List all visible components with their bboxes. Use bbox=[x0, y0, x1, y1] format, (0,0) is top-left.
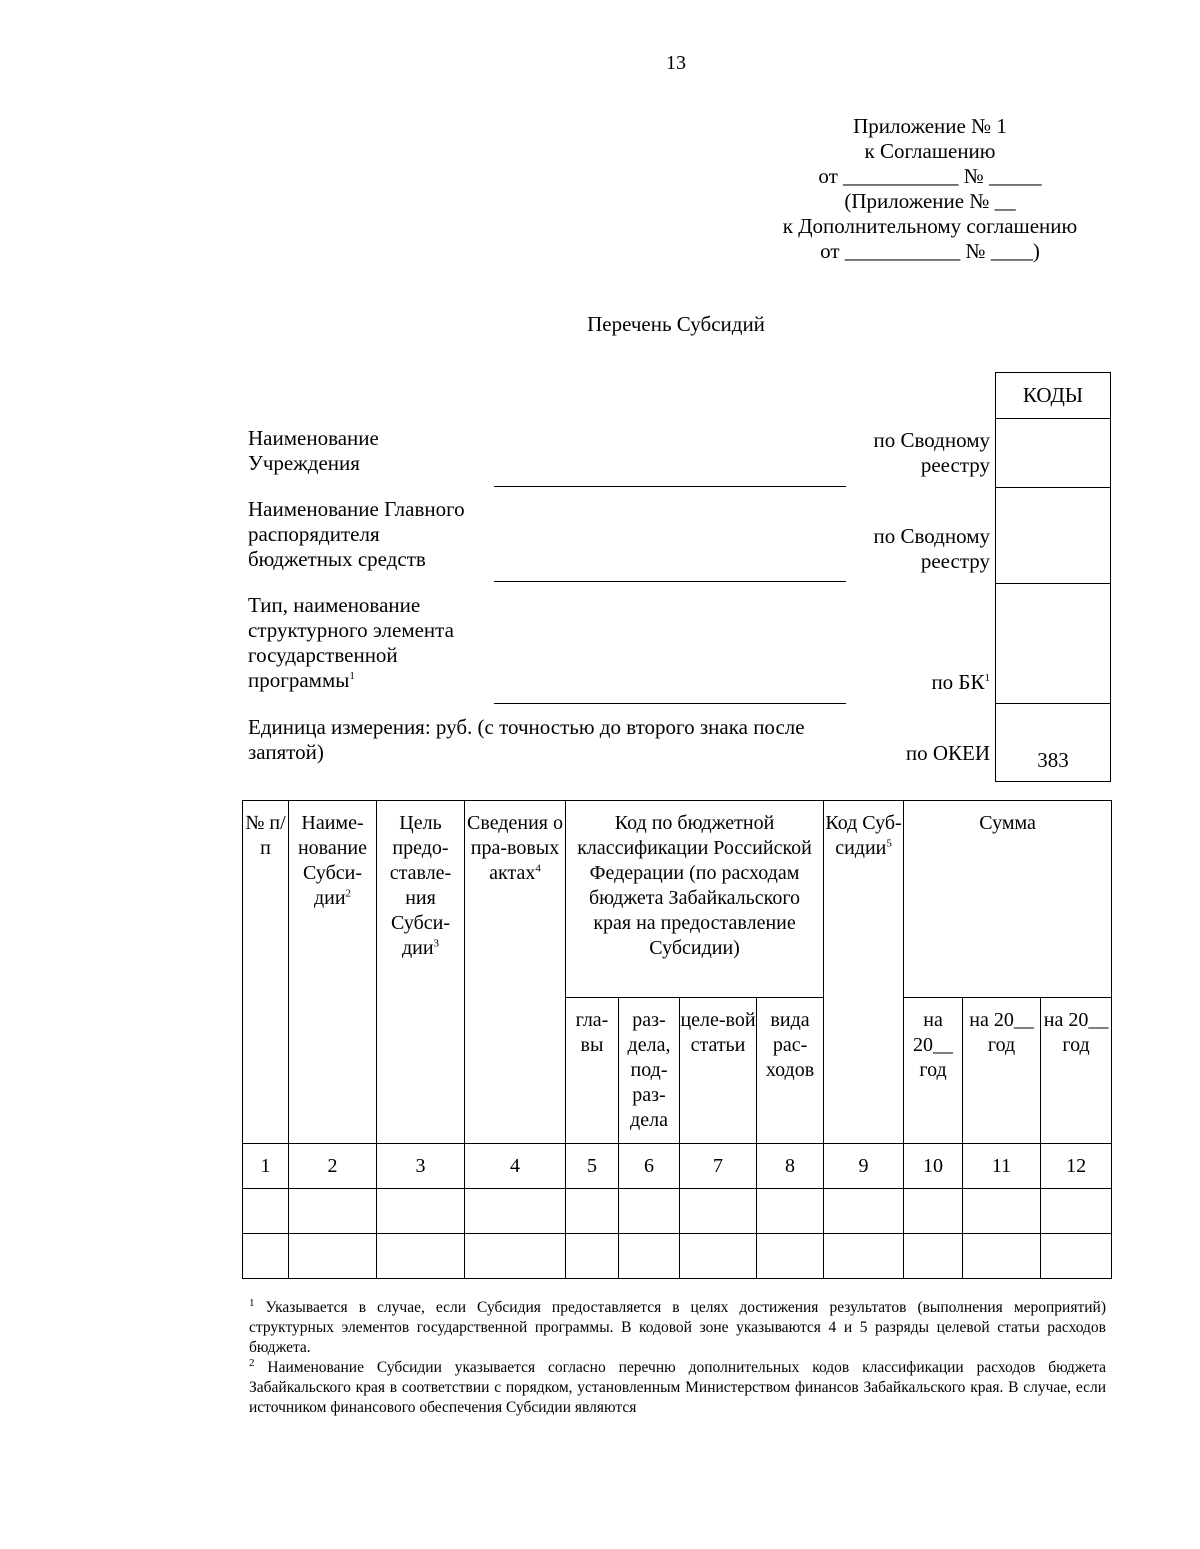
column-number: 10 bbox=[904, 1144, 963, 1189]
okei-label: по ОКЕИ bbox=[905, 741, 990, 765]
table-cell[interactable] bbox=[1041, 1189, 1112, 1234]
header-purpose-text: Цель предо-ставле-ния Субси-дии bbox=[389, 812, 452, 959]
table-cell[interactable] bbox=[566, 1234, 619, 1279]
footnote-ref: 1 bbox=[349, 670, 355, 682]
code-cell-okei: 383 bbox=[996, 704, 1111, 782]
footnote-text: Наименование Субсидии указывается согласно перечню дополнительных кодов классификации расходов бюджета Забайкальского края в соответствии с порядком, установленным Министерством финансов Забайкальского края. В случае, если источником финансового обеспечения Субсидии являются bbox=[249, 1359, 1107, 1416]
table-cell[interactable] bbox=[963, 1189, 1041, 1234]
structural-element-line bbox=[494, 703, 846, 704]
column-number: 3 bbox=[377, 1144, 465, 1189]
appendix-line: (Приложение № __ bbox=[844, 189, 1016, 213]
subheader-section: раз-дела, под-раз-дела bbox=[619, 998, 680, 1144]
subheader-year-3: на 20__ год bbox=[1041, 998, 1112, 1144]
institution-name-line bbox=[494, 486, 846, 487]
document-title: Перечень Субсидий bbox=[587, 312, 765, 336]
table-cell[interactable] bbox=[824, 1189, 904, 1234]
column-number: 2 bbox=[289, 1144, 377, 1189]
institution-code-label: по Сводному реестру bbox=[873, 428, 990, 477]
subheader-chapter: гла-вы bbox=[566, 998, 619, 1144]
table-cell[interactable] bbox=[619, 1189, 680, 1234]
bk-code-label bbox=[850, 670, 990, 695]
appendix-line: от ___________ № ____) bbox=[820, 239, 1040, 263]
appendix-line: от ___________ № _____ bbox=[818, 164, 1042, 188]
table-cell[interactable] bbox=[904, 1234, 963, 1279]
column-number: 6 bbox=[619, 1144, 680, 1189]
header-num: № п/п bbox=[243, 801, 289, 1144]
chief-manager-code-label: по Сводному реестру bbox=[873, 524, 990, 573]
subheader-expense-type: вида рас-ходов bbox=[757, 998, 824, 1144]
appendix-line: Приложение № 1 bbox=[853, 114, 1007, 138]
column-number: 7 bbox=[680, 1144, 757, 1189]
page-number: 13 bbox=[666, 52, 686, 74]
header-bk-code: Код по бюджетной классификации Российской Федерации (по расходам бюджета Забайкальского края на предоставление Субсидии) bbox=[566, 801, 824, 998]
table-cell[interactable] bbox=[243, 1234, 289, 1279]
table-cell[interactable] bbox=[1041, 1234, 1112, 1279]
table-cell[interactable] bbox=[904, 1189, 963, 1234]
appendix-header bbox=[760, 114, 1100, 264]
subsidies-table bbox=[242, 800, 1112, 1279]
footnote-ref: 2 bbox=[345, 887, 352, 900]
unit-of-measure: Единица измерения: руб. (с точностью до второго знака после запятой) bbox=[248, 715, 805, 764]
table-cell[interactable] bbox=[619, 1234, 680, 1279]
subheader-target: целе-вой статьи bbox=[680, 998, 757, 1144]
footnotes bbox=[249, 1298, 1106, 1418]
codes-table bbox=[995, 372, 1111, 782]
table-cell[interactable] bbox=[680, 1234, 757, 1279]
footnote-mark: 2 bbox=[249, 1356, 255, 1369]
table-row bbox=[243, 1189, 1112, 1234]
table-cell[interactable] bbox=[757, 1234, 824, 1279]
column-number: 1 bbox=[243, 1144, 289, 1189]
structural-element-label bbox=[248, 593, 478, 693]
footnote-ref: 1 bbox=[984, 672, 990, 684]
footnote-ref: 3 bbox=[433, 937, 440, 950]
table-row bbox=[243, 1234, 1112, 1279]
footnote-2 bbox=[249, 1358, 1106, 1418]
footnote-1 bbox=[249, 1298, 1106, 1358]
table-cell[interactable] bbox=[377, 1189, 465, 1234]
appendix-line: к Соглашению bbox=[864, 139, 996, 163]
appendix-line: к Дополнительному соглашению bbox=[782, 214, 1078, 238]
code-cell-bk[interactable] bbox=[996, 584, 1111, 704]
column-number: 9 bbox=[824, 1144, 904, 1189]
header-subsidy-code bbox=[824, 801, 904, 1144]
column-number: 11 bbox=[963, 1144, 1041, 1189]
header-subsidy-code-text: Код Суб-сидии bbox=[825, 812, 902, 859]
header-name-text: Наиме-нование Субси-дии bbox=[297, 812, 368, 909]
bk-label-text: по БК bbox=[931, 670, 985, 694]
code-cell-institution[interactable] bbox=[996, 419, 1111, 488]
footnote-ref: 4 bbox=[535, 862, 541, 875]
table-cell[interactable] bbox=[824, 1234, 904, 1279]
footnote-mark: 1 bbox=[249, 1296, 255, 1309]
footnote-text: Указывается в случае, если Субсидия предоставляется в целях достижения результатов (выполнения мероприятий) структурных элементов государственной программы. В кодовой зоне указываются 4 и 5 разряды целевой статьи расходов бюджета. bbox=[249, 1299, 1107, 1356]
codes-header: КОДЫ bbox=[996, 373, 1111, 419]
code-cell-chief-manager[interactable] bbox=[996, 488, 1111, 584]
table-cell[interactable] bbox=[566, 1189, 619, 1234]
column-number: 5 bbox=[566, 1144, 619, 1189]
table-cell[interactable] bbox=[963, 1234, 1041, 1279]
column-number: 8 bbox=[757, 1144, 824, 1189]
subheader-year-1: на 20__ год bbox=[904, 998, 963, 1144]
table-cell[interactable] bbox=[465, 1234, 566, 1279]
table-cell[interactable] bbox=[377, 1234, 465, 1279]
table-cell[interactable] bbox=[243, 1189, 289, 1234]
structural-element-text: Тип, наименование структурного элемента государственной программы bbox=[248, 593, 454, 692]
table-cell[interactable] bbox=[465, 1189, 566, 1234]
table-cell[interactable] bbox=[289, 1189, 377, 1234]
header-legal-acts bbox=[465, 801, 566, 1144]
column-numbers-row bbox=[243, 1144, 1112, 1189]
header-purpose bbox=[377, 801, 465, 1144]
institution-name-label: Наименование Учреждения bbox=[248, 426, 379, 475]
header-legal-text: Сведения о пра-вовых актах bbox=[467, 812, 563, 884]
column-number: 4 bbox=[465, 1144, 566, 1189]
subheader-year-2: на 20__ год bbox=[963, 998, 1041, 1144]
chief-manager-label: Наименование Главного распорядителя бюджетных средств bbox=[248, 497, 465, 571]
footnote-ref: 5 bbox=[886, 837, 892, 850]
table-cell[interactable] bbox=[680, 1189, 757, 1234]
header-sum: Сумма bbox=[904, 801, 1112, 998]
table-cell[interactable] bbox=[289, 1234, 377, 1279]
column-number: 12 bbox=[1041, 1144, 1112, 1189]
header-name bbox=[289, 801, 377, 1144]
chief-manager-line bbox=[494, 581, 846, 582]
table-cell[interactable] bbox=[757, 1189, 824, 1234]
